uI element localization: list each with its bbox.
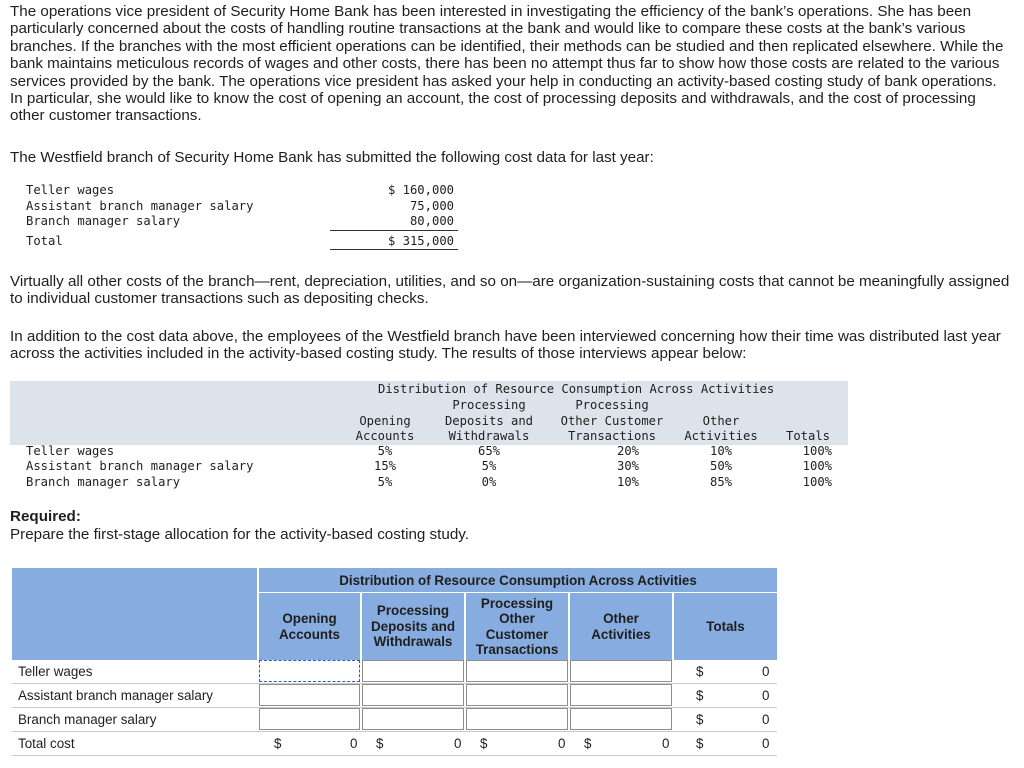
required-title: Required: <box>10 508 81 525</box>
total-othertx-value: 0 <box>558 736 566 751</box>
hdr-opening-1: Opening <box>359 414 411 428</box>
row-total-value: 0 <box>762 688 770 703</box>
branch-otheract-input[interactable] <box>570 708 672 730</box>
dist-row-label: Assistant branch manager salary <box>26 459 254 473</box>
dist-cell: 5% <box>377 475 393 489</box>
dist-cell: 100% <box>802 459 832 473</box>
cost-row <box>22 183 458 199</box>
asst-deposits-input[interactable] <box>362 684 464 706</box>
cost-label: Assistant branch manager salary <box>26 198 254 213</box>
total-deposits-value: 0 <box>454 736 462 751</box>
ans-hdr-opening-1: Opening <box>282 611 337 626</box>
row-total-value: 0 <box>762 712 770 727</box>
dist-cell: 30% <box>616 459 639 473</box>
cost-amount: 75,000 <box>409 198 454 213</box>
ans-hdr-othertx-2: Other <box>499 611 535 626</box>
cost-row <box>22 214 458 230</box>
cost-total-row <box>22 230 458 250</box>
row-divider <box>12 731 777 732</box>
dist-cell: 0% <box>481 475 497 489</box>
teller-opening-input[interactable] <box>259 660 360 682</box>
hdr-otheract-1: Other <box>702 414 740 428</box>
total-dollar-sign: $ <box>696 736 704 751</box>
dist-cell: 85% <box>709 475 732 489</box>
hdr-othertx-2: Other Customer <box>560 414 664 428</box>
row-dollar-sign: $ <box>696 712 704 727</box>
dist-row-label: Branch manager salary <box>26 475 181 489</box>
ans-hdr-opening-2: Accounts <box>278 627 340 642</box>
row-divider <box>12 755 777 756</box>
ans-hdr-othertx-1: Processing <box>480 596 554 611</box>
ans-hdr-totals: Totals <box>706 619 745 634</box>
cost-total-amount: $ 315,000 <box>330 230 458 250</box>
asst-othertx-input[interactable] <box>466 684 568 706</box>
required-text: Prepare the first-stage allocation for the activity-based costing study. <box>10 526 469 543</box>
ans-hdr-deposits-2: Deposits and <box>370 619 456 634</box>
hdr-otheract-2: Activities <box>684 429 758 443</box>
asst-opening-input[interactable] <box>259 684 360 706</box>
distribution-title: Distribution of Resource Consumption Across Activities <box>378 382 775 396</box>
hdr-deposits-1: Processing <box>452 398 526 412</box>
dist-cell: 50% <box>709 459 732 473</box>
cost-row <box>22 199 458 215</box>
intro-paragraph-3: Virtually all other costs of the branch—rent, depreciation, utilities, and so on—are organization-sustaining costs that cannot be meaningfully assigned to individual customer transactions such as depositing checks. <box>10 273 1010 308</box>
branch-opening-input[interactable] <box>259 708 360 730</box>
total-dollar-sign: $ <box>480 736 488 751</box>
total-dollar-sign: $ <box>274 736 282 751</box>
dist-row-label: Teller wages <box>26 444 115 458</box>
teller-othertx-input[interactable] <box>466 660 568 682</box>
dist-cell: 20% <box>616 444 639 458</box>
intro-paragraph-4: In addition to the cost data above, the employees of the Westfield branch have been interviewed concerning how their time was distributed last year across the activities included in the activity-based costing study. The results of those interviews appear below: <box>10 328 1001 363</box>
answer-header-blank <box>12 568 257 660</box>
row-dollar-sign: $ <box>696 688 704 703</box>
ans-hdr-deposits-1: Processing <box>376 603 450 618</box>
total-opening-value: 0 <box>350 736 358 751</box>
branch-othertx-input[interactable] <box>466 708 568 730</box>
asst-otheract-input[interactable] <box>570 684 672 706</box>
dist-cell: 5% <box>481 459 497 473</box>
total-cost-label: Total cost <box>18 736 75 751</box>
hdr-othertx-3: Transactions <box>567 429 657 443</box>
dist-cell: 65% <box>477 444 500 458</box>
dist-cell: 10% <box>709 444 732 458</box>
total-otheract-value: 0 <box>662 736 670 751</box>
intro-paragraph-2: The Westfield branch of Security Home Bank has submitted the following cost data for last year: <box>10 149 654 166</box>
branch-deposits-input[interactable] <box>362 708 464 730</box>
total-dollar-sign: $ <box>584 736 592 751</box>
hdr-deposits-3: Withdrawals <box>448 429 530 443</box>
ans-hdr-othertx-3: Customer <box>485 627 549 642</box>
dist-cell: 100% <box>802 475 832 489</box>
hdr-deposits-2: Deposits and <box>444 414 534 428</box>
distribution-table <box>10 381 848 491</box>
teller-deposits-input[interactable] <box>362 660 464 682</box>
hdr-opening-2: Accounts <box>355 429 415 443</box>
answer-row-label: Assistant branch manager salary <box>18 688 214 703</box>
cost-data-table <box>22 183 458 250</box>
hdr-othertx-1: Processing <box>575 398 649 412</box>
cost-label: Teller wages <box>26 183 115 197</box>
hdr-totals: Totals <box>785 429 831 443</box>
cost-total-label: Total <box>26 233 63 248</box>
ans-hdr-otheract-2: Activities <box>591 627 651 642</box>
cost-label: Branch manager salary <box>26 214 181 229</box>
ans-hdr-otheract-1: Other <box>603 611 639 626</box>
dist-cell: 5% <box>377 444 393 458</box>
total-totals-value: 0 <box>762 736 770 751</box>
row-dollar-sign: $ <box>696 664 704 679</box>
dist-cell: 10% <box>616 475 639 489</box>
row-total-value: 0 <box>762 664 770 679</box>
cost-amount: 80,000 <box>409 214 454 228</box>
intro-paragraph-1: The operations vice president of Security Home Bank has been interested in investigating the efficiency of the bank’s operations. She has been particularly concerned about the costs of handling routine transactions at the bank and would like to compare these costs at the bank’s various branches. If the branches with the most efficient operations can be identified, their methods can be studied and then replicated elsewhere. While the bank maintains meticulous records of wages and other costs, there has been no attempt thus far to show how those costs are related to the various services provided by the bank. The operations vice president has asked your help in conducting an activity-based costing study of bank operations. In particular, she would like to know the cost of opening an account, the cost of processing deposits and withdrawals, and the cost of processing other customer transactions. <box>10 3 1004 125</box>
answer-row-label: Branch manager salary <box>18 712 157 727</box>
ans-hdr-othertx-4: Transactions <box>475 642 559 657</box>
cost-amount: $ 160,000 <box>387 183 454 197</box>
dist-cell: 100% <box>802 444 832 458</box>
answer-row-label: Teller wages <box>18 664 93 679</box>
teller-otheract-input[interactable] <box>570 660 672 682</box>
answer-table <box>12 568 777 756</box>
ans-hdr-deposits-3: Withdrawals <box>373 634 453 649</box>
dist-cell: 15% <box>373 459 396 473</box>
total-dollar-sign: $ <box>376 736 384 751</box>
answer-title: Distribution of Resource Consumption Across Activities <box>339 573 697 588</box>
